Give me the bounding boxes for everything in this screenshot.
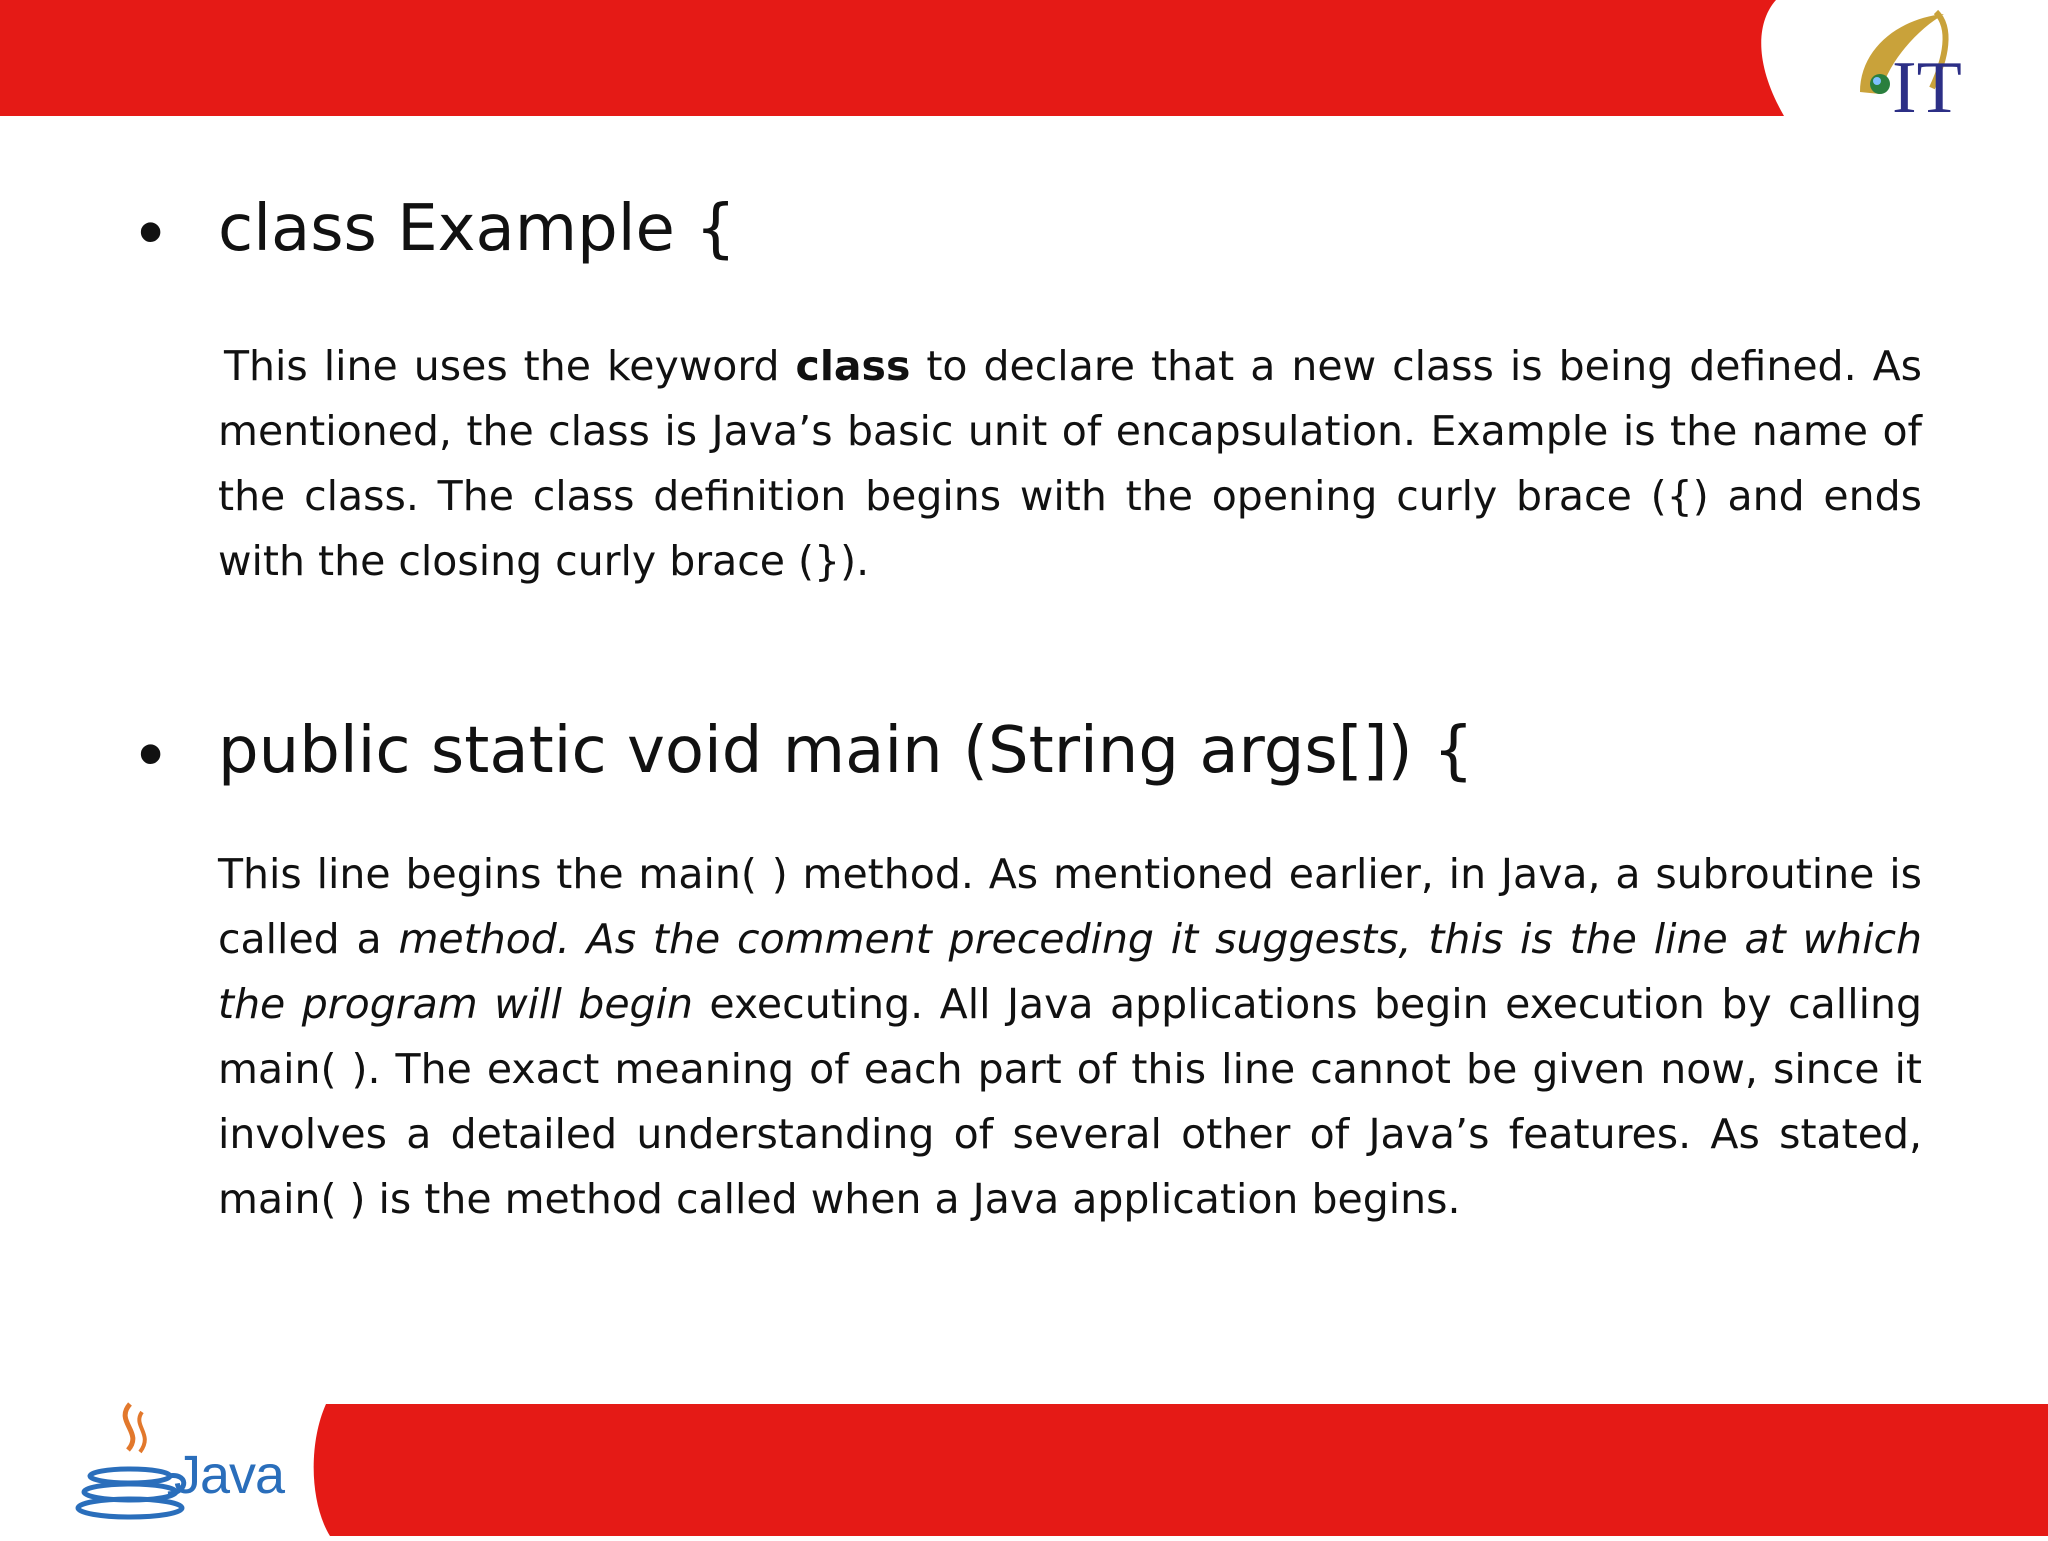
para1-text-a: This line uses the keyword	[224, 342, 796, 390]
para2-italic: method. As the comment preceding it suggests, this is the line at which the program will begin	[218, 915, 1922, 1028]
bottom-banner	[0, 1404, 2048, 1536]
heading-class-example: class Example {	[218, 192, 736, 266]
bullet-1: •	[138, 192, 164, 272]
paragraph-main-method	[218, 842, 1922, 1232]
java-logo-text: Java	[174, 1445, 285, 1505]
para1-text-b: to declare that a new class is being defined. As mentioned, the class is Java’s basic unit of encapsulation. Example is the name of the class. The class definition begins with the opening curly brace ({) and ends with the closing curly brace (}).	[218, 342, 1923, 585]
para2-text-b: executing. All Java applications begin execution by calling main( ). The exact meaning of each part of this line cannot be given now, since it involves a detailed understanding of several other of Java’s features. As stated, main( ) is the method called when a Java application begins.	[218, 980, 1922, 1223]
bullet-2: •	[138, 714, 164, 794]
para1-keyword-class: class	[795, 342, 911, 390]
ait-logo-text: IT	[1892, 47, 1962, 116]
paragraph-class-example	[218, 334, 1922, 594]
heading-main-method: public static void main (String args[]) {	[218, 714, 1474, 788]
para2-text-a: This line begins the main( ) method. As mentioned earlier, in Java, a subroutine is called a	[218, 850, 1922, 963]
